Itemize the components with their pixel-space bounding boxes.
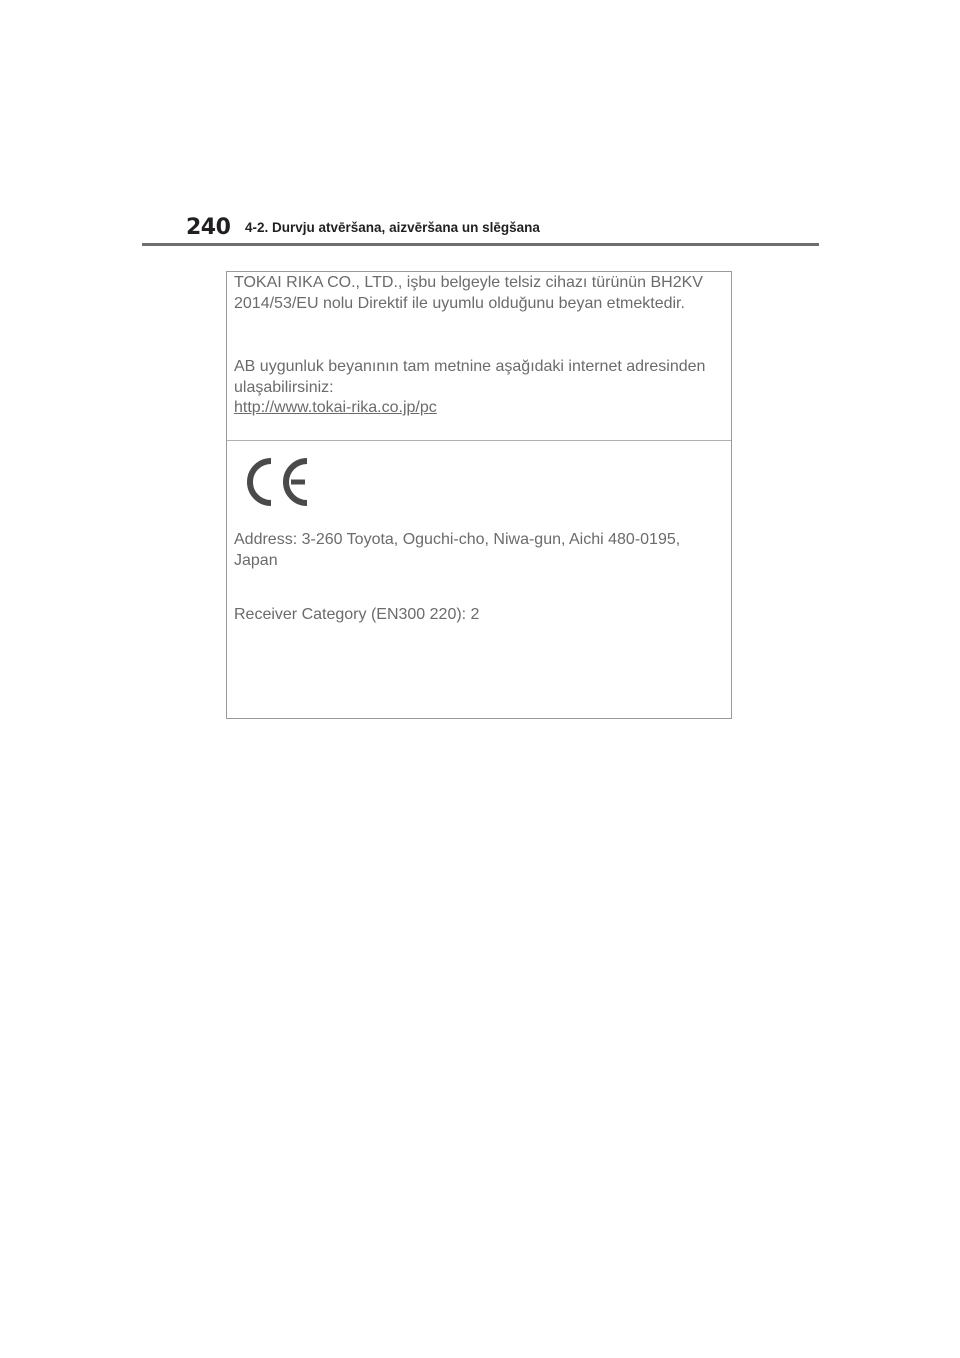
turkish-url-intro: AB uygunluk beyanının tam metnine aşağıdaki internet adresinden ulaşabilirsiniz: <box>234 358 706 396</box>
page-number: 240 <box>186 215 231 240</box>
manufacturer-address: Address: 3-260 Toyota, Oguchi-cho, Niwa-gun, Aichi 480-0195, Japan <box>234 531 681 569</box>
declaration-url-link[interactable]: http://www.tokai-rika.co.jp/pc <box>234 399 437 416</box>
turkish-declaration-text: TOKAI RIKA CO., LTD., işbu belgeyle telsiz cihazı türünün BH2KV 2014/53/EU nolu Direktif ile uyumlu olduğunu beyan etmektedir. <box>234 274 703 312</box>
ce-mark-icon <box>239 455 311 509</box>
header-divider <box>142 243 819 246</box>
receiver-category: Receiver Category (EN300 220): 2 <box>234 606 480 623</box>
regulatory-notice-box <box>226 271 732 719</box>
turkish-url-paragraph <box>234 357 724 419</box>
turkish-declaration-section <box>227 272 731 441</box>
section-title: 4-2. Durvju atvēršana, aizvēršana un slēgšana <box>245 220 540 235</box>
